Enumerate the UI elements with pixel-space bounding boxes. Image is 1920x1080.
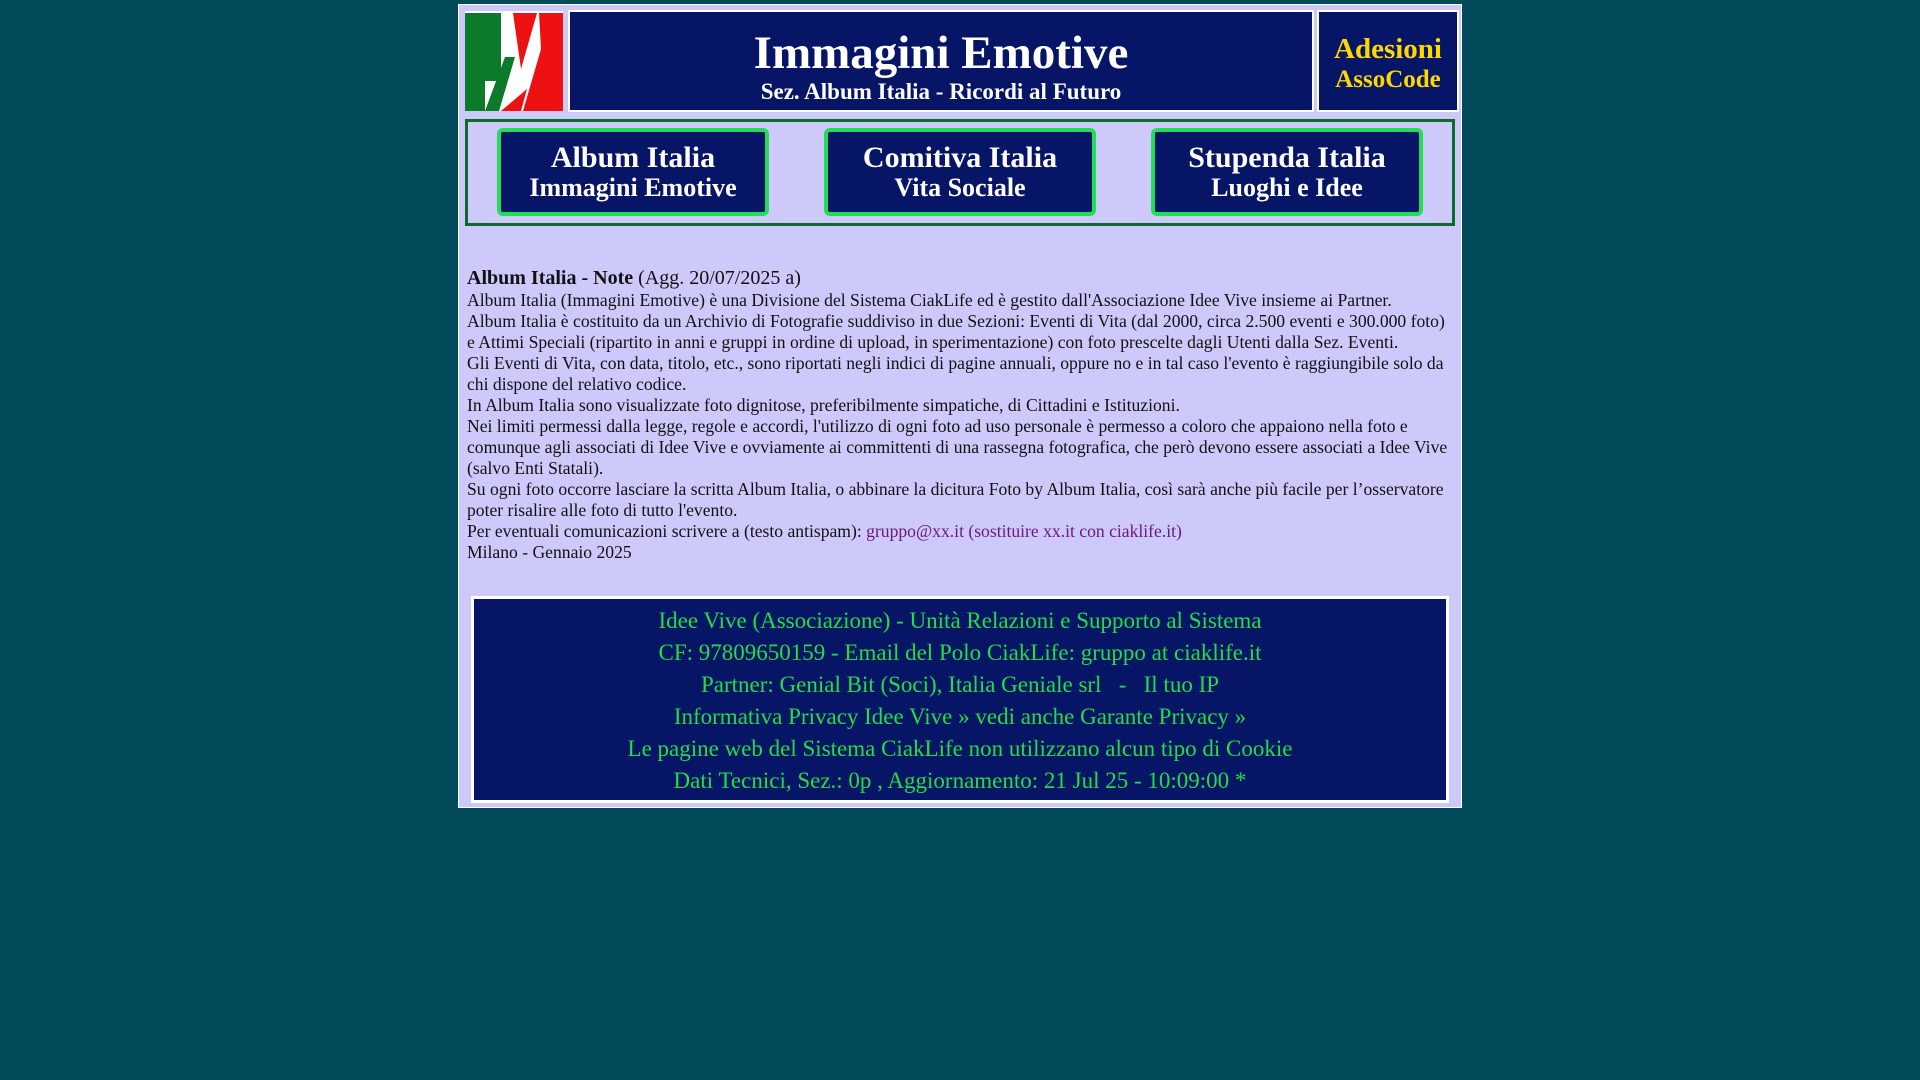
your-ip-link[interactable]: Il tuo IP [1143, 672, 1220, 697]
notes-paragraph: Nei limiti permessi dalla legge, regole e accordi, l'utilizzo di ogni foto ad uso personale è permesso a coloro che appaiono nella foto e comunque agli associati di Idee Vive e ovviamente ai committenti di una rassegna fotografica, che però devono essere associati a Idee Vive (salvo Enti Statali). [467, 416, 1448, 478]
contact-prefix: Per eventuali comunicazioni scrivere a (testo antispam): [467, 521, 867, 541]
page-title: Immagini Emotive [753, 27, 1129, 79]
notes-paragraph: Album Italia è costituito da un Archivio di Fotografie suddiviso in due Sezioni: Eventi di Vita (dal 2000, circa 2.500 eventi e 300.000 foto) e Attimi Speciali (ripartito in anni e gruppi in ordine di upload, in sperimentazione) con foto prescelte dagli Utenti dalla Sez. Eventi. [467, 311, 1445, 352]
nav-button-subtitle: Vita Sociale [894, 173, 1026, 202]
place-date: Milano - Gennaio 2025 [467, 542, 632, 562]
notes-paragraph: In Album Italia sono visualizzate foto dignitose, preferibilmente simpatiche, di Cittadini e Istituzioni. [467, 395, 1180, 415]
nav-button-subtitle: Luoghi e Idee [1211, 173, 1363, 202]
footer-cookie-line: Le pagine web del Sistema CiakLife non utilizzano alcun tipo di Cookie [627, 736, 1293, 761]
contact-email-link[interactable]: gruppo@xx.it (sostituire xx.it con ciaklife.it) [866, 521, 1182, 541]
page-subtitle: Sez. Album Italia - Ricordi al Futuro [760, 79, 1122, 104]
contact-line [467, 521, 1457, 542]
footer-technical-line: Dati Tecnici, Sez.: 0p , Aggiornamento: 21 Jul 25 - 10:09:00 * [673, 768, 1247, 793]
adesioni-label: Adesioni [1334, 33, 1442, 65]
nav-button-subtitle: Immagini Emotive [529, 173, 737, 202]
nav-button-title: Stupenda Italia [1188, 141, 1386, 174]
page-panel [458, 4, 1462, 808]
notes-paragraph: Su ogni foto occorre lasciare la scritta Album Italia, o abbinare la dicitura Foto by Album Italia, così sarà anche più facile per l’osservatore poter risalire alle foto di tutto l'evento. [467, 479, 1444, 520]
nav-button-title: Album Italia [550, 141, 716, 174]
stupenda-italia-button[interactable] [1151, 128, 1423, 216]
footer-association-line: Idee Vive (Associazione) - Unità Relazioni e Supporto al Sistema [658, 608, 1262, 633]
footer-separator: - [1101, 672, 1144, 697]
footer [471, 596, 1449, 803]
footer-cf-line: CF: 97809650159 - Email del Polo CiakLife: gruppo at ciaklife.it [658, 640, 1262, 665]
adesioni-assocode-link[interactable] [1317, 10, 1459, 112]
red-white-green-logo-icon[interactable] [465, 11, 563, 111]
privacy-idee-vive-link[interactable]: Informativa Privacy Idee Vive » [673, 704, 970, 729]
notes-heading-date: (Agg. 20/07/2025 a) [633, 267, 801, 289]
notes-heading [467, 266, 1457, 290]
notes-paragraph: Album Italia (Immagini Emotive) è una Divisione del Sistema CiakLife ed è gestito dall'Associazione Idee Vive insieme ai Partner. [467, 290, 1392, 310]
comitiva-italia-button[interactable] [824, 128, 1096, 216]
garante-privacy-link[interactable]: vedi anche Garante Privacy » [969, 704, 1247, 729]
footer-privacy-line [474, 701, 1446, 733]
section-nav [465, 119, 1455, 226]
assocode-label: AssoCode [1335, 66, 1441, 93]
notes-section [467, 266, 1457, 563]
notes-heading-title: Album Italia - Note [467, 267, 634, 289]
album-italia-button[interactable] [497, 128, 769, 216]
nav-button-title: Comitiva Italia [862, 141, 1058, 174]
footer-partner-line [474, 669, 1446, 701]
notes-paragraph: Gli Eventi di Vita, con data, titolo, etc., sono riportati negli indici di pagine annuali, oppure no e in tal caso l'evento è raggiungibile solo da chi dispone del relativo codice. [467, 353, 1444, 394]
header-title-box [568, 10, 1314, 112]
partner-link[interactable]: Partner: Genial Bit (Soci), Italia Geniale srl [700, 672, 1102, 697]
